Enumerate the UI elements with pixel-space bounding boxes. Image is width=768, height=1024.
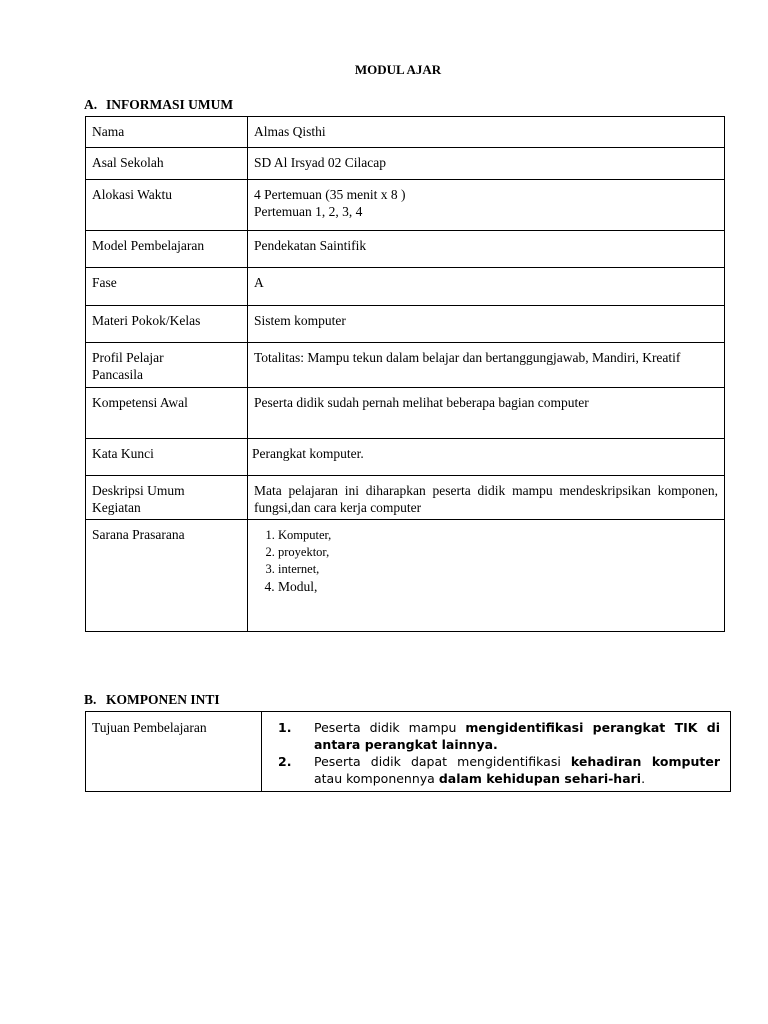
row-label-kompetensi-awal: Kompetensi Awal [86,388,248,439]
row-value-kata-kunci: Perangkat komputer. [248,439,725,476]
tujuan-text-segment: atau komponennya [314,771,439,786]
table-row [86,343,725,388]
section-a-title: INFORMASI UMUM [106,97,234,112]
deskripsi-label-line-2: Kegiatan [92,500,141,515]
row-label-alokasi-waktu: Alokasi Waktu [86,180,248,231]
row-label-kata-kunci: Kata Kunci [86,439,248,476]
tujuan-text-segment: Peserta didik mampu [314,720,466,735]
komponen-inti-table [85,711,731,792]
tujuan-bold-segment: mengidentifikasi perangkat TIK di antara perangkat lainnya. [314,720,720,752]
tujuan-text-segment: Peserta didik dapat mengidentifikasi [314,754,571,769]
row-value-deskripsi-umum: Mata pelajaran ini diharapkan peserta didik mampu mendeskripsikan komponen, fungsi,dan cara kerja computer [248,476,725,520]
tujuan-bold-segment: dalam kehidupan sehari-hari [438,771,642,786]
row-label-fase: Fase [86,268,248,306]
row-value-tujuan-pembelajaran [262,712,731,792]
tujuan-item-number: 1. [278,720,292,735]
row-label-deskripsi-umum [86,476,248,520]
table-row [86,180,725,231]
sarana-list [254,527,718,595]
row-value-profil-pelajar: Totalitas: Mampu tekun dalam belajar dan bertanggungjawab, Mandiri, Kreatif [248,343,725,388]
section-a-letter: A. [84,97,98,112]
table-row [86,476,725,520]
row-value-materi-pokok: Sistem komputer [248,306,725,343]
table-row [86,439,725,476]
table-row [86,117,725,148]
alokasi-line-2: Pertemuan 1, 2, 3, 4 [254,204,363,219]
tujuan-text-segment: . [641,771,646,786]
row-value-kompetensi-awal: Peserta didik sudah pernah melihat beberapa bagian computer [248,388,725,439]
tujuan-item-1 [278,719,720,753]
row-label-sarana-prasarana: Sarana Prasarana [86,520,248,632]
table-row [86,231,725,268]
row-label-asal-sekolah: Asal Sekolah [86,148,248,180]
row-label-materi-pokok: Materi Pokok/Kelas [86,306,248,343]
row-value-fase: A [248,268,725,306]
table-row [86,388,725,439]
list-item: 4. Modul, [278,578,718,595]
table-row [86,268,725,306]
row-label-profil-pelajar [86,343,248,388]
tujuan-item-text [314,753,720,787]
alokasi-line-1: 4 Pertemuan (35 menit x 8 ) [254,187,406,202]
row-label-model-pembelajaran: Model Pembelajaran [86,231,248,268]
row-value-sarana-prasarana [248,520,725,632]
tujuan-item-text [314,719,720,753]
section-a-heading [84,97,233,113]
informasi-umum-table [85,116,725,632]
row-value-nama: Almas Qisthi [248,117,725,148]
profil-label-line-2: Pancasila [92,367,143,382]
row-label-tujuan-pembelajaran: Tujuan Pembelajaran [86,712,262,792]
list-item: 3. internet, [278,561,718,578]
table-row [86,520,725,632]
list-item: 2. proyektor, [278,544,718,561]
row-label-nama: Nama [86,117,248,148]
table-row [86,306,725,343]
list-item: 1. Komputer, [278,527,718,544]
section-b-heading [84,692,220,708]
table-row [86,712,731,792]
row-value-alokasi-waktu [248,180,725,231]
section-b-title: KOMPONEN INTI [106,692,220,707]
section-b-letter: B. [84,692,97,707]
deskripsi-label-line-1: Deskripsi Umum [92,483,185,498]
row-value-model-pembelajaran: Pendekatan Saintifik [248,231,725,268]
profil-label-line-1: Profil Pelajar [92,350,164,365]
table-row [86,148,725,180]
tujuan-item-number: 2. [278,754,292,769]
row-value-asal-sekolah: SD Al Irsyad 02 Cilacap [248,148,725,180]
tujuan-bold-segment: kehadiran komputer [570,754,720,769]
tujuan-item-2 [278,753,720,787]
document-title: MODUL AJAR [354,62,442,77]
